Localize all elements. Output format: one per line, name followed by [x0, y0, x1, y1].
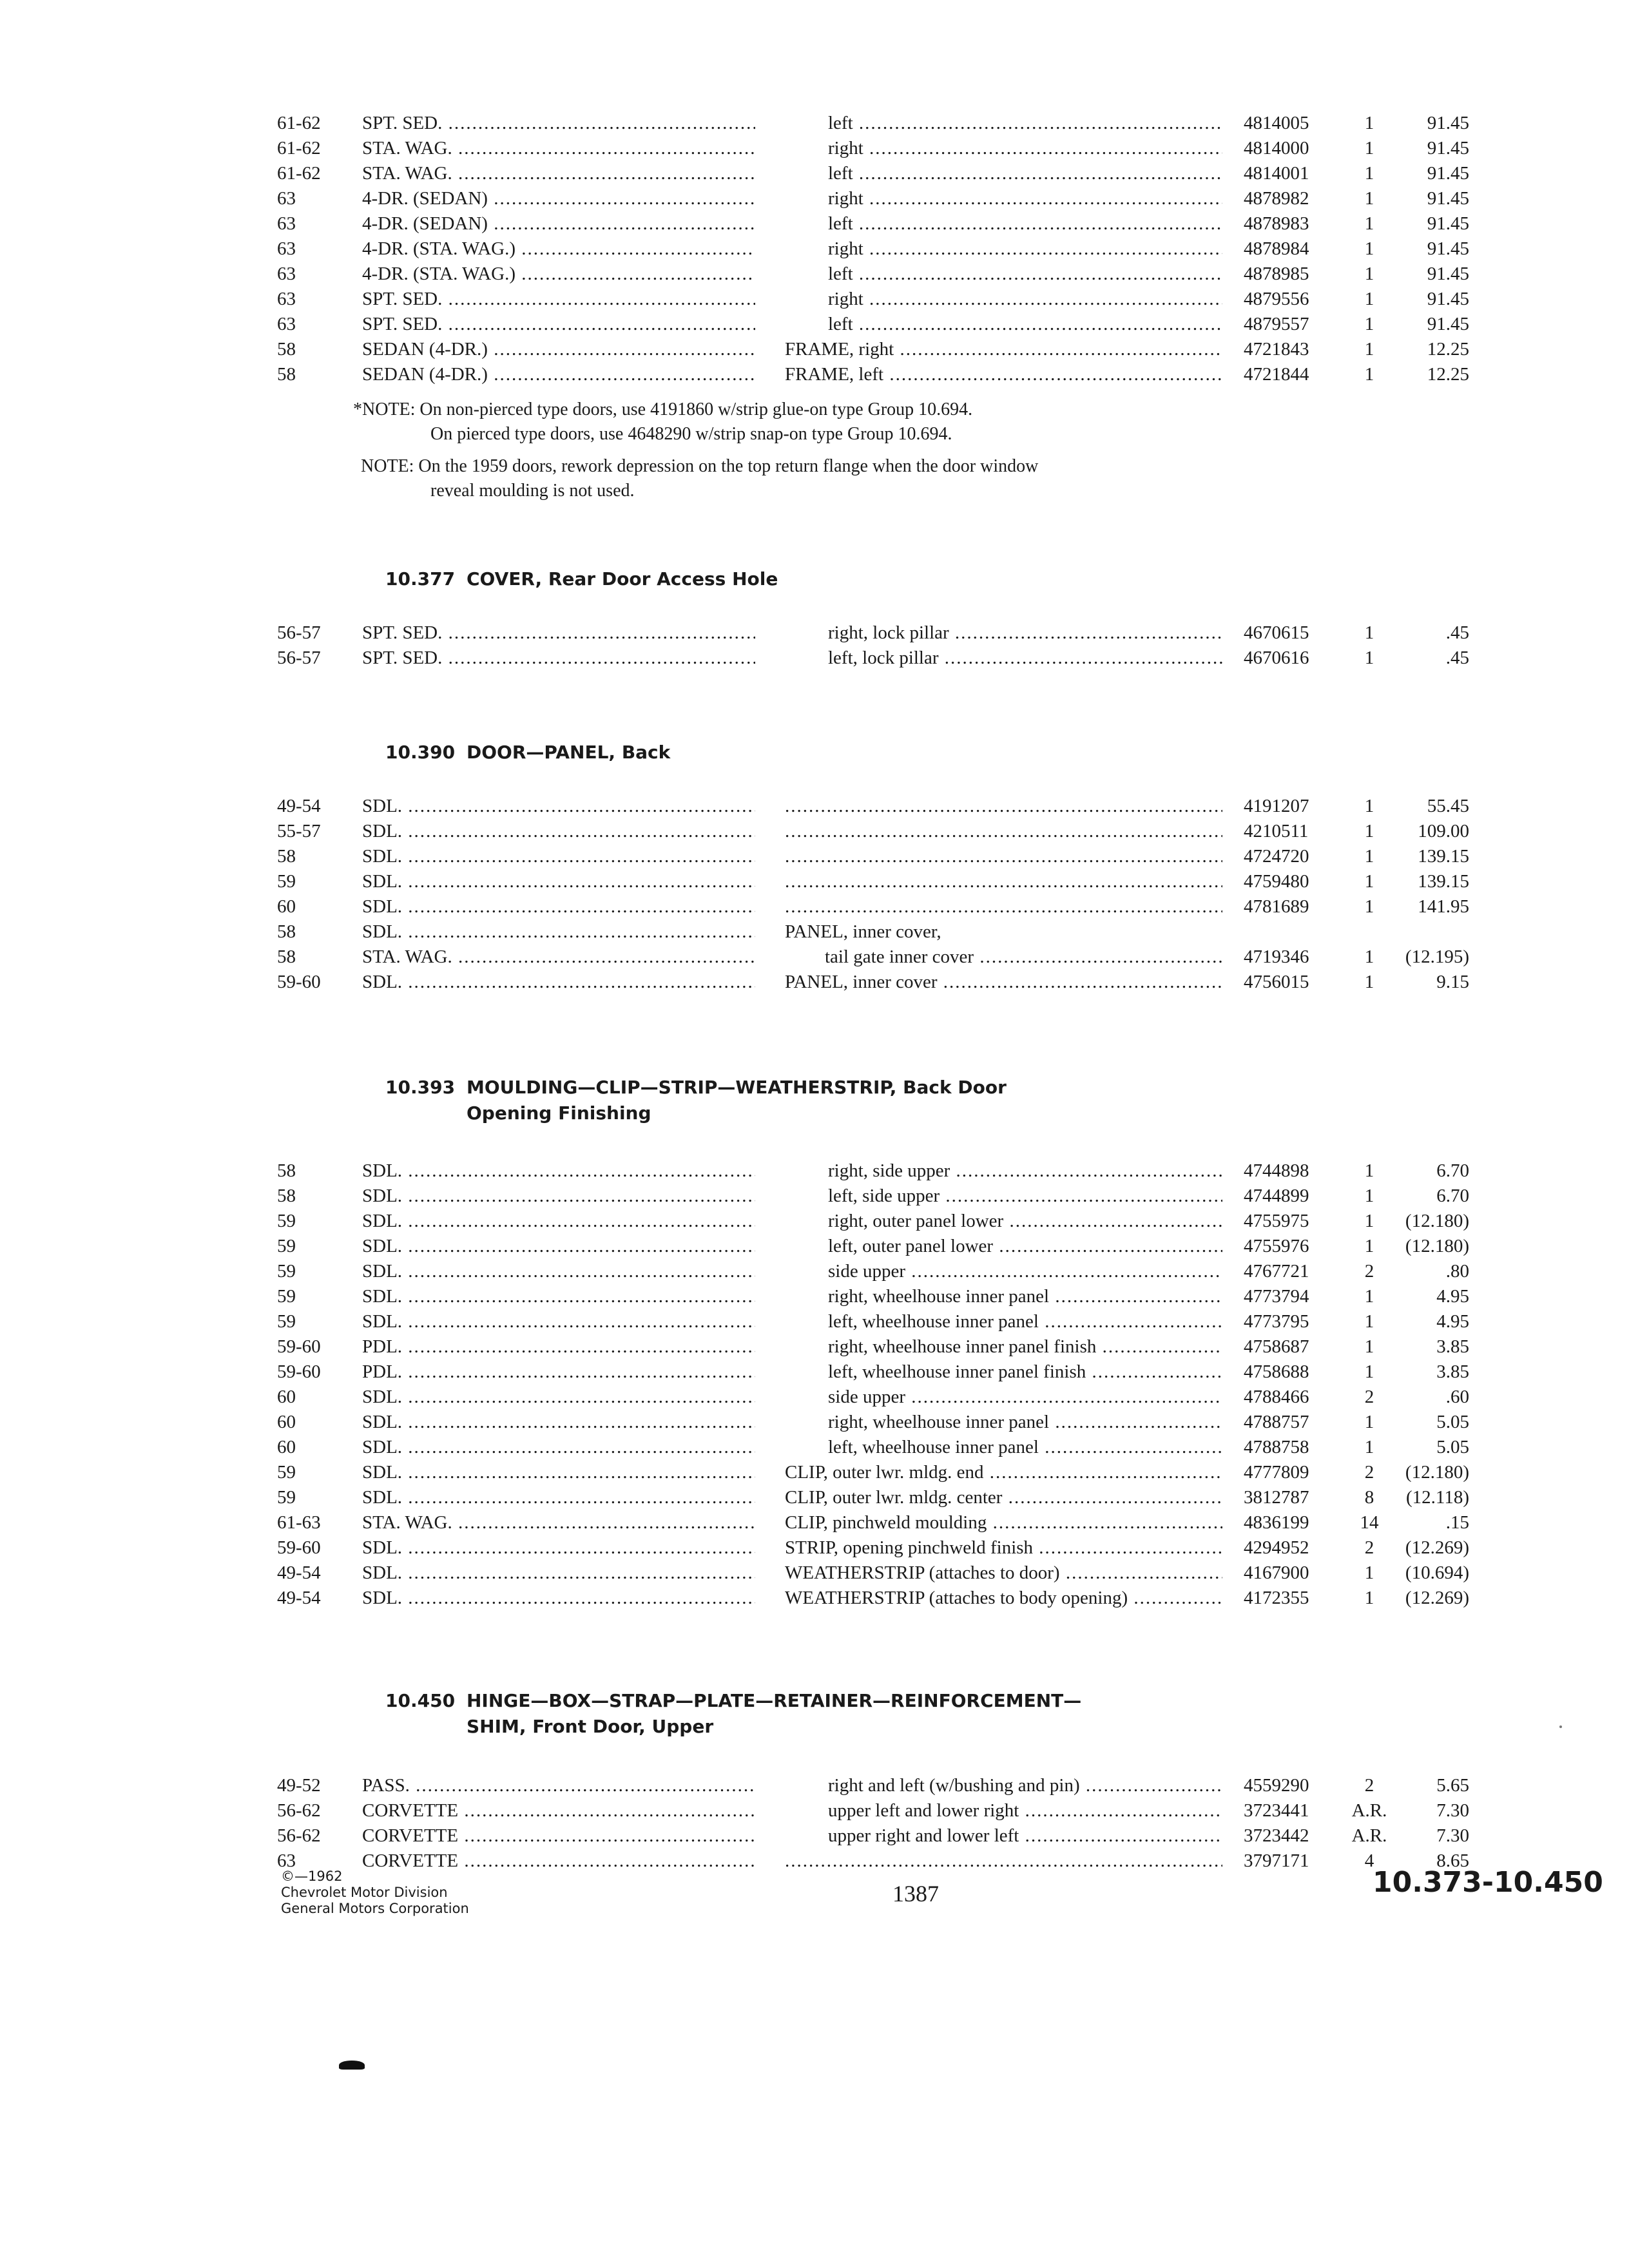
- model-cell: SDL. .....: [362, 1561, 755, 1586]
- year-cell: 60: [277, 1437, 296, 1457]
- description-cell: CLIP, outer lwr. mldg. end .....: [785, 1460, 1222, 1485]
- price-cell: 7.30: [1436, 1825, 1469, 1846]
- price-cell: 91.45: [1427, 138, 1469, 159]
- part-number-cell: 3812787: [1244, 1487, 1309, 1508]
- model-cell: SDL. .....: [362, 1209, 755, 1234]
- part-number-cell: 4758688: [1244, 1361, 1309, 1382]
- price-cell: 8.65: [1436, 1850, 1469, 1871]
- quantity-cell: 1: [1364, 896, 1374, 917]
- price-cell: .45: [1445, 648, 1469, 668]
- price-cell: 6.70: [1436, 1186, 1469, 1206]
- year-cell: 63: [277, 264, 296, 284]
- price-cell: 141.95: [1418, 896, 1469, 917]
- part-number-cell: 4167900: [1244, 1562, 1309, 1583]
- group-title: COVER, Rear Door Access Hole: [467, 568, 778, 590]
- model-cell: SDL. .....: [362, 1410, 755, 1435]
- year-cell: 61-62: [277, 138, 321, 159]
- model-cell: SDL. .....: [362, 1535, 755, 1561]
- year-cell: 59: [277, 871, 296, 892]
- quantity-cell: 1: [1364, 1311, 1374, 1332]
- description-cell: right, lock pillar .....: [828, 620, 1222, 646]
- model-cell: SDL. .....: [362, 1184, 755, 1209]
- part-number-cell: 4755975: [1244, 1211, 1309, 1231]
- note-line: *NOTE: On non-pierced type doors, use 4191860 w/strip glue-on type Group 10.694.: [353, 399, 973, 419]
- group-number: 10.393: [385, 1077, 456, 1098]
- description-cell: left .....: [828, 262, 1222, 287]
- description-cell: left .....: [828, 211, 1222, 236]
- quantity-cell: 8: [1364, 1487, 1374, 1508]
- description-cell: CLIP, pinchweld moulding .....: [785, 1510, 1222, 1535]
- model-cell: SDL. .....: [362, 1284, 755, 1309]
- description-cell: right, outer panel lower .....: [828, 1209, 1222, 1234]
- part-number-cell: 4788757: [1244, 1412, 1309, 1432]
- description-cell: right .....: [828, 236, 1222, 262]
- quantity-cell: 2: [1364, 1537, 1374, 1558]
- model-cell: SPT. SED. .....: [362, 620, 755, 646]
- quantity-cell: 1: [1364, 314, 1374, 334]
- quantity-cell: 1: [1364, 846, 1374, 867]
- year-cell: 56-62: [277, 1825, 321, 1846]
- price-cell: 109.00: [1418, 821, 1469, 841]
- quantity-cell: 1: [1364, 1562, 1374, 1583]
- price-cell: 3.85: [1436, 1336, 1469, 1357]
- model-cell: SDL. .....: [362, 1485, 755, 1510]
- model-cell: SDL. .....: [362, 1259, 755, 1284]
- quantity-cell: 1: [1364, 264, 1374, 284]
- part-number-cell: 4777809: [1244, 1462, 1309, 1483]
- quantity-cell: 2: [1364, 1462, 1374, 1483]
- description-cell: PANEL, inner cover .....: [785, 970, 1222, 995]
- description-cell: side upper .....: [828, 1385, 1222, 1410]
- description-cell: left, wheelhouse inner panel finish .....: [828, 1360, 1222, 1385]
- price-cell: 91.45: [1427, 289, 1469, 309]
- part-number-cell: 4755976: [1244, 1236, 1309, 1256]
- model-cell: SPT. SED. .....: [362, 111, 755, 136]
- year-cell: 58: [277, 1160, 296, 1181]
- part-number-cell: 4172355: [1244, 1588, 1309, 1608]
- model-cell: STA. WAG. .....: [362, 136, 755, 161]
- quantity-cell: 1: [1364, 188, 1374, 209]
- price-cell: 91.45: [1427, 264, 1469, 284]
- quantity-cell: 1: [1364, 1437, 1374, 1457]
- quantity-cell: 2: [1364, 1775, 1374, 1796]
- part-number-cell: 4781689: [1244, 896, 1309, 917]
- price-cell: 9.15: [1436, 972, 1469, 992]
- price-cell: .80: [1445, 1261, 1469, 1282]
- part-number-cell: 4788758: [1244, 1437, 1309, 1457]
- footer-copyright: [281, 1869, 469, 1917]
- part-number-cell: 4191207: [1244, 796, 1309, 816]
- part-number-cell: 4814001: [1244, 163, 1309, 184]
- description-cell: left .....: [828, 161, 1222, 186]
- part-number-cell: 4721844: [1244, 364, 1309, 385]
- price-cell: 91.45: [1427, 163, 1469, 184]
- part-number-cell: 4878982: [1244, 188, 1309, 209]
- description-cell: [785, 1849, 1222, 1874]
- year-cell: 59: [277, 1286, 296, 1307]
- model-cell: SDL. .....: [362, 1158, 755, 1184]
- quantity-cell: 1: [1364, 622, 1374, 643]
- quantity-cell: 1: [1364, 1361, 1374, 1382]
- group-heading-10377: [385, 566, 778, 592]
- price-cell: 7.30: [1436, 1800, 1469, 1821]
- price-cell: .15: [1445, 1512, 1469, 1533]
- price-cell: (12.180): [1405, 1236, 1469, 1256]
- page-number: 1387: [892, 1881, 939, 1907]
- description-cell: CLIP, outer lwr. mldg. center .....: [785, 1485, 1222, 1510]
- price-cell: 91.45: [1427, 213, 1469, 234]
- year-cell: 59: [277, 1487, 296, 1508]
- year-cell: 56-57: [277, 648, 321, 668]
- price-cell: 3.85: [1436, 1361, 1469, 1382]
- model-cell: SDL. .....: [362, 1586, 755, 1611]
- part-number-cell: 4773795: [1244, 1311, 1309, 1332]
- year-cell: 58: [277, 947, 296, 967]
- model-cell: CORVETTE .....: [362, 1823, 755, 1849]
- group-number: 10.377: [385, 568, 456, 590]
- price-cell: (10.694): [1405, 1562, 1469, 1583]
- model-cell: PASS. .....: [362, 1773, 755, 1798]
- description-cell: [785, 794, 1222, 819]
- description-cell: left .....: [828, 111, 1222, 136]
- quantity-cell: 1: [1364, 213, 1374, 234]
- model-cell: SPT. SED. .....: [362, 312, 755, 337]
- price-cell: (12.118): [1406, 1487, 1469, 1508]
- description-cell: WEATHERSTRIP (attaches to body opening) .....: [785, 1586, 1222, 1611]
- year-cell: 63: [277, 188, 296, 209]
- description-cell: left, lock pillar .....: [828, 646, 1222, 671]
- description-cell: WEATHERSTRIP (attaches to door) .....: [785, 1561, 1222, 1586]
- year-cell: 59: [277, 1462, 296, 1483]
- year-cell: 58: [277, 1186, 296, 1206]
- part-number-cell: 4756015: [1244, 972, 1309, 992]
- year-cell: 63: [277, 1850, 296, 1871]
- part-number-cell: 4670615: [1244, 622, 1309, 643]
- model-cell: SDL. .....: [362, 970, 755, 995]
- part-number-cell: 4767721: [1244, 1261, 1309, 1282]
- year-cell: 58: [277, 339, 296, 360]
- year-cell: 58: [277, 921, 296, 942]
- model-cell: STA. WAG. .....: [362, 161, 755, 186]
- year-cell: 49-54: [277, 796, 321, 816]
- note-nonpierced: [353, 398, 972, 447]
- group-number: 10.390: [385, 742, 456, 763]
- description-cell: STRIP, opening pinchweld finish .....: [785, 1535, 1222, 1561]
- group-title: DOOR—PANEL, Back: [467, 742, 671, 763]
- year-cell: 59-60: [277, 1336, 321, 1357]
- group-heading-10390: [385, 740, 670, 765]
- group-heading-10393: [385, 1075, 1007, 1126]
- year-cell: 63: [277, 238, 296, 259]
- description-cell: right .....: [828, 186, 1222, 211]
- part-number-cell: 4294952: [1244, 1537, 1309, 1558]
- quantity-cell: 1: [1364, 1286, 1374, 1307]
- description-cell: [785, 894, 1222, 919]
- price-cell: .60: [1445, 1387, 1469, 1407]
- quantity-cell: 4: [1364, 1850, 1374, 1871]
- part-number-cell: 4210511: [1244, 821, 1309, 841]
- model-cell: SPT. SED. .....: [362, 287, 755, 312]
- quantity-cell: 1: [1364, 238, 1374, 259]
- part-number-cell: 3723441: [1244, 1800, 1309, 1821]
- model-cell: CORVETTE .....: [362, 1798, 755, 1823]
- quantity-cell: 1: [1364, 289, 1374, 309]
- quantity-cell: 1: [1364, 138, 1374, 159]
- quantity-cell: 1: [1364, 871, 1374, 892]
- year-cell: 59-60: [277, 972, 321, 992]
- quantity-cell: 1: [1364, 821, 1374, 841]
- ink-mark: [339, 2061, 365, 2070]
- model-cell: SDL. .....: [362, 1309, 755, 1334]
- quantity-cell: 1: [1364, 1186, 1374, 1206]
- model-cell: STA. WAG. .....: [362, 1510, 755, 1535]
- description-cell: right, wheelhouse inner panel .....: [828, 1284, 1222, 1309]
- description-cell: left .....: [828, 312, 1222, 337]
- price-cell: 91.45: [1427, 314, 1469, 334]
- part-number-cell: 4814000: [1244, 138, 1309, 159]
- quantity-cell: 1: [1364, 796, 1374, 816]
- year-cell: 49-54: [277, 1588, 321, 1608]
- year-cell: 49-54: [277, 1562, 321, 1583]
- year-cell: 59: [277, 1236, 296, 1256]
- model-cell: SDL. .....: [362, 844, 755, 869]
- description-cell: [785, 844, 1222, 869]
- part-number-cell: 4719346: [1244, 947, 1309, 967]
- price-cell: (12.269): [1405, 1537, 1469, 1558]
- price-cell: .45: [1445, 622, 1469, 643]
- description-cell: tail gate inner cover .....: [785, 945, 1222, 970]
- model-cell: SDL. .....: [362, 869, 755, 894]
- price-cell: 12.25: [1427, 339, 1469, 360]
- description-cell: right, wheelhouse inner panel finish .....: [828, 1334, 1222, 1360]
- price-cell: 91.45: [1427, 188, 1469, 209]
- description-cell: FRAME, right .....: [785, 337, 1222, 362]
- group-title-line2: Opening Finishing: [467, 1102, 651, 1124]
- part-number-cell: 4878983: [1244, 213, 1309, 234]
- price-cell: 139.15: [1418, 871, 1469, 892]
- price-cell: 91.45: [1427, 113, 1469, 133]
- description-cell: right .....: [828, 287, 1222, 312]
- quantity-cell: 1: [1364, 1412, 1374, 1432]
- model-cell: PDL. .....: [362, 1360, 755, 1385]
- group-title-line2: SHIM, Front Door, Upper: [467, 1716, 714, 1737]
- year-cell: 61-63: [277, 1512, 321, 1533]
- price-cell: 55.45: [1427, 796, 1469, 816]
- year-cell: 49-52: [277, 1775, 321, 1796]
- quantity-cell: 1: [1364, 1336, 1374, 1357]
- year-cell: 61-62: [277, 163, 321, 184]
- price-cell: 5.65: [1436, 1775, 1469, 1796]
- quantity-cell: 1: [1364, 648, 1374, 668]
- quantity-cell: 1: [1364, 163, 1374, 184]
- description-cell: right and left (w/bushing and pin) .....: [828, 1773, 1222, 1798]
- part-number-cell: 4814005: [1244, 113, 1309, 133]
- division-name: Chevrolet Motor Division: [281, 1885, 448, 1900]
- quantity-cell: A.R.: [1351, 1825, 1387, 1846]
- description-cell: left, side upper .....: [828, 1184, 1222, 1209]
- quantity-cell: 2: [1364, 1387, 1374, 1407]
- note-line: NOTE: On the 1959 doors, rework depression on the top return flange when the door window: [361, 456, 1039, 476]
- quantity-cell: 1: [1364, 947, 1374, 967]
- year-cell: 60: [277, 1387, 296, 1407]
- quantity-cell: 1: [1364, 339, 1374, 360]
- description-cell: left, wheelhouse inner panel .....: [828, 1309, 1222, 1334]
- model-cell: SDL. .....: [362, 894, 755, 919]
- description-cell: left, wheelhouse inner panel .....: [828, 1435, 1222, 1460]
- note-line: On pierced type doors, use 4648290 w/strip snap-on type Group 10.694.: [430, 424, 952, 444]
- part-number-cell: 4773794: [1244, 1286, 1309, 1307]
- price-cell: 5.05: [1436, 1412, 1469, 1432]
- note-line: reveal moulding is not used.: [430, 481, 635, 501]
- group-number: 10.450: [385, 1690, 456, 1711]
- description-cell: right, wheelhouse inner panel .....: [828, 1410, 1222, 1435]
- part-number-cell: 4759480: [1244, 871, 1309, 892]
- model-cell: SEDAN (4-DR.) .....: [362, 337, 755, 362]
- model-cell: STA. WAG. .....: [362, 945, 755, 970]
- price-cell: 12.25: [1427, 364, 1469, 385]
- price-cell: (12.180): [1405, 1211, 1469, 1231]
- description-cell: FRAME, left .....: [785, 362, 1222, 387]
- quantity-cell: 1: [1364, 364, 1374, 385]
- part-number-cell: 4744898: [1244, 1160, 1309, 1181]
- quantity-cell: 1: [1364, 1160, 1374, 1181]
- part-number-cell: 4559290: [1244, 1775, 1309, 1796]
- year-cell: 58: [277, 846, 296, 867]
- description-cell: side upper .....: [828, 1259, 1222, 1284]
- group-title: HINGE—BOX—STRAP—PLATE—RETAINER—REINFORCEMENT—: [467, 1690, 1082, 1711]
- year-cell: 59-60: [277, 1361, 321, 1382]
- year-cell: 63: [277, 314, 296, 334]
- model-cell: SDL. .....: [362, 794, 755, 819]
- group-title: MOULDING—CLIP—STRIP—WEATHERSTRIP, Back Door: [467, 1077, 1007, 1098]
- year-cell: 59: [277, 1261, 296, 1282]
- year-cell: 61-62: [277, 113, 321, 133]
- part-number-cell: 4670616: [1244, 648, 1309, 668]
- part-number-cell: 4724720: [1244, 846, 1309, 867]
- year-cell: 59-60: [277, 1537, 321, 1558]
- description-cell: left, outer panel lower .....: [828, 1234, 1222, 1259]
- model-cell: 4-DR. (SEDAN) .....: [362, 211, 755, 236]
- part-number-cell: 3723442: [1244, 1825, 1309, 1846]
- part-number-cell: 3797171: [1244, 1850, 1309, 1871]
- quantity-cell: A.R.: [1351, 1800, 1387, 1821]
- quantity-cell: 1: [1364, 1236, 1374, 1256]
- quantity-cell: 1: [1364, 1211, 1374, 1231]
- price-cell: 91.45: [1427, 238, 1469, 259]
- quantity-cell: 2: [1364, 1261, 1374, 1282]
- price-cell: 5.05: [1436, 1437, 1469, 1457]
- model-cell: SDL. .....: [362, 1385, 755, 1410]
- description-cell: upper right and lower left .....: [828, 1823, 1222, 1849]
- price-cell: 4.95: [1436, 1311, 1469, 1332]
- model-cell: PDL. .....: [362, 1334, 755, 1360]
- description-cell: [785, 869, 1222, 894]
- price-cell: 139.15: [1418, 846, 1469, 867]
- year-cell: 58: [277, 364, 296, 385]
- year-cell: 60: [277, 896, 296, 917]
- year-cell: 59: [277, 1311, 296, 1332]
- model-cell: SDL. .....: [362, 1435, 755, 1460]
- year-cell: 63: [277, 213, 296, 234]
- part-number-cell: 4788466: [1244, 1387, 1309, 1407]
- price-cell: (12.180): [1405, 1462, 1469, 1483]
- year-cell: 59: [277, 1211, 296, 1231]
- description-cell: PANEL, inner cover,: [785, 921, 941, 942]
- model-cell: SPT. SED. .....: [362, 646, 755, 671]
- model-cell: 4-DR. (SEDAN) .....: [362, 186, 755, 211]
- part-number-cell: 4878984: [1244, 238, 1309, 259]
- model-cell: SDL. .....: [362, 819, 755, 844]
- part-number-cell: 4744899: [1244, 1186, 1309, 1206]
- model-cell: 4-DR. (STA. WAG.) .....: [362, 236, 755, 262]
- year-cell: 60: [277, 1412, 296, 1432]
- price-cell: 4.95: [1436, 1286, 1469, 1307]
- description-cell: [785, 819, 1222, 844]
- part-number-cell: 4721843: [1244, 339, 1309, 360]
- quantity-cell: 1: [1364, 972, 1374, 992]
- part-number-cell: 4879557: [1244, 314, 1309, 334]
- ink-speck: [1559, 1725, 1562, 1728]
- year-cell: 63: [277, 289, 296, 309]
- description-cell: right, side upper .....: [828, 1158, 1222, 1184]
- quantity-cell: 1: [1364, 1588, 1374, 1608]
- description-cell: upper left and lower right .....: [828, 1798, 1222, 1823]
- year-cell: 56-62: [277, 1800, 321, 1821]
- model-cell: SDL. .....: [362, 919, 755, 945]
- corporation-name: General Motors Corporation: [281, 1901, 469, 1916]
- description-cell: right .....: [828, 136, 1222, 161]
- year-cell: 55-57: [277, 821, 321, 841]
- price-cell: 6.70: [1436, 1160, 1469, 1181]
- model-cell: SDL. .....: [362, 1234, 755, 1259]
- quantity-cell: 14: [1360, 1512, 1379, 1533]
- price-cell: (12.195): [1405, 947, 1469, 967]
- model-cell: SEDAN (4-DR.) .....: [362, 362, 755, 387]
- part-number-cell: 4758687: [1244, 1336, 1309, 1357]
- copyright-year: ©—1962: [281, 1869, 343, 1884]
- part-number-cell: 4878985: [1244, 264, 1309, 284]
- model-cell: 4-DR. (STA. WAG.) .....: [362, 262, 755, 287]
- quantity-cell: 1: [1364, 113, 1374, 133]
- group-range: 10.373-10.450: [1373, 1866, 1603, 1899]
- part-number-cell: 4879556: [1244, 289, 1309, 309]
- price-cell: (12.269): [1405, 1588, 1469, 1608]
- model-cell: CORVETTE .....: [362, 1849, 755, 1874]
- group-heading-10450: [385, 1688, 1081, 1740]
- model-cell: SDL. .....: [362, 1460, 755, 1485]
- note-1959-doors: [361, 454, 1038, 503]
- year-cell: 56-57: [277, 622, 321, 643]
- part-number-cell: 4836199: [1244, 1512, 1309, 1533]
